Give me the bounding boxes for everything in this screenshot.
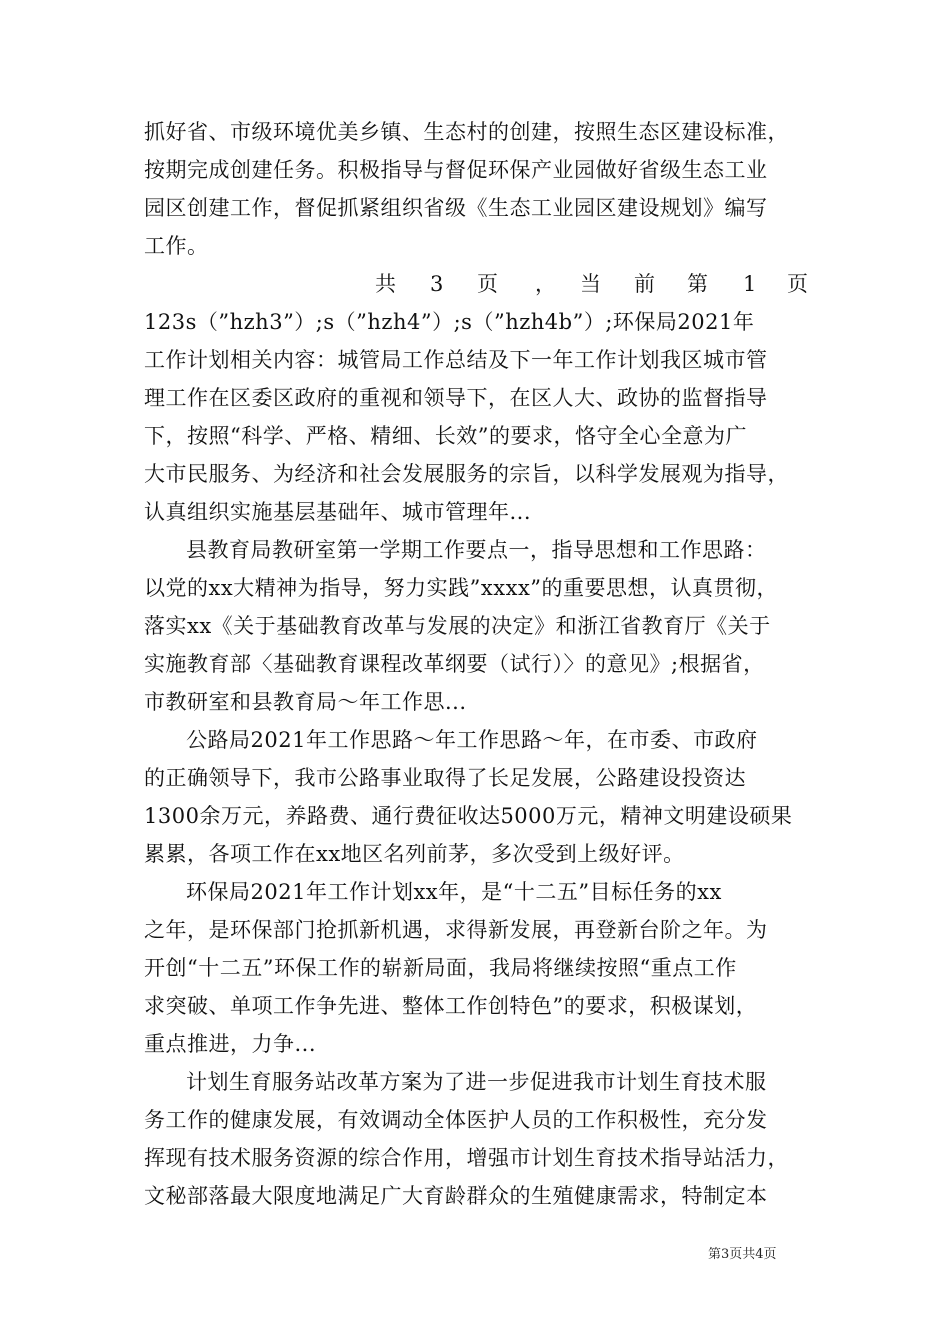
body-line: 实施教育部〈基础教育课程改革纲要（试行）〉的意见》;根据省， [144, 652, 765, 676]
page-footer: 第3页共4页 [708, 1247, 777, 1262]
body-line: 开创“十二五”环保工作的崭新局面，我局将继续按照“重点工作 [144, 956, 737, 980]
body-line: 下，按照“科学、严格、精细、长效”的要求，恪守全心全意为广 [144, 424, 747, 448]
body-line: 文秘部落最大限度地满足广大育龄群众的生殖健康需求，特制定本 [144, 1184, 768, 1208]
body-line: 落实xx《关于基础教育改革与发展的决定》和浙江省教育厅《关于 [144, 614, 771, 638]
page-count-current: 1 [743, 272, 757, 296]
body-line: 认真组织实施基层基础年、城市管理年... [144, 500, 532, 524]
page-count-word: 第 [687, 272, 708, 296]
body-line: 工作。 [144, 234, 209, 258]
body-line: 1300余万元，养路费、通行费征收达5000万元，精神文明建设硕果 [144, 804, 793, 828]
body-line: 理工作在区委区政府的重视和领导下，在区人大、政协的监督指导 [144, 386, 768, 410]
body-line: 抓好省、市级环境优美乡镇、生态村的创建，按照生态区建设标准， [144, 120, 789, 144]
body-line: 工作计划相关内容：城管局工作总结及下一年工作计划我区城市管 [144, 348, 768, 372]
body-line: 的正确领导下，我市公路事业取得了长足发展，公路建设投资达 [144, 766, 746, 790]
body-line: 市教研室和县教育局～年工作思... [144, 690, 467, 714]
body-line: 重点推进，力争... [144, 1032, 317, 1056]
body-line: 园区创建工作，督促抓紧组织省级《生态工业园区建设规划》编写 [144, 196, 768, 220]
page-count-word: 页 [477, 272, 498, 296]
paragraph-start-line: 计划生育服务站改革方案为了进一步促进我市计划生育技术服 [186, 1070, 767, 1094]
body-line: 挥现有技术服务资源的综合作用，增强市计划生育技术指导站活力， [144, 1146, 789, 1170]
body-line: 求突破、单项工作争先进、整体工作创特色”的要求，积极谋划， [144, 994, 758, 1018]
body-line: 按期完成创建任务。积极指导与督促环保产业园做好省级生态工业 [144, 158, 768, 182]
page-count-comma: ， [535, 272, 556, 296]
body-line: 123s（”hzh3”）;s（”hzh4”）;s（”hzh4b”）;环保局2021年 [144, 310, 755, 334]
page-count-word: 共 [375, 272, 396, 296]
page-count-word: 前 [634, 272, 655, 296]
body-line: 以党的xx大精神为指导，努力实践”xxxx”的重要思想，认真贯彻， [144, 576, 779, 600]
paragraph-start-line: 环保局2021年工作计划xx年，是“十二五”目标任务的xx [186, 880, 722, 904]
paragraph-start-line: 县教育局教研室第一学期工作要点一，指导思想和工作思路： [186, 538, 767, 562]
paragraph-start-line: 公路局2021年工作思路～年工作思路～年，在市委、市政府 [186, 728, 758, 752]
body-line: 之年，是环保部门抢抓新机遇，求得新发展，再登新台阶之年。为 [144, 918, 768, 942]
page-count-word: 页 [787, 272, 808, 296]
page-count-total: 3 [430, 272, 444, 296]
body-line: 大市民服务、为经济和社会发展服务的宗旨，以科学发展观为指导， [144, 462, 789, 486]
page-count-word: 当 [580, 272, 601, 296]
body-line: 务工作的健康发展，有效调动全体医护人员的工作积极性，充分发 [144, 1108, 768, 1132]
body-line: 累累，各项工作在xx地区名列前茅，多次受到上级好评。 [144, 842, 685, 866]
